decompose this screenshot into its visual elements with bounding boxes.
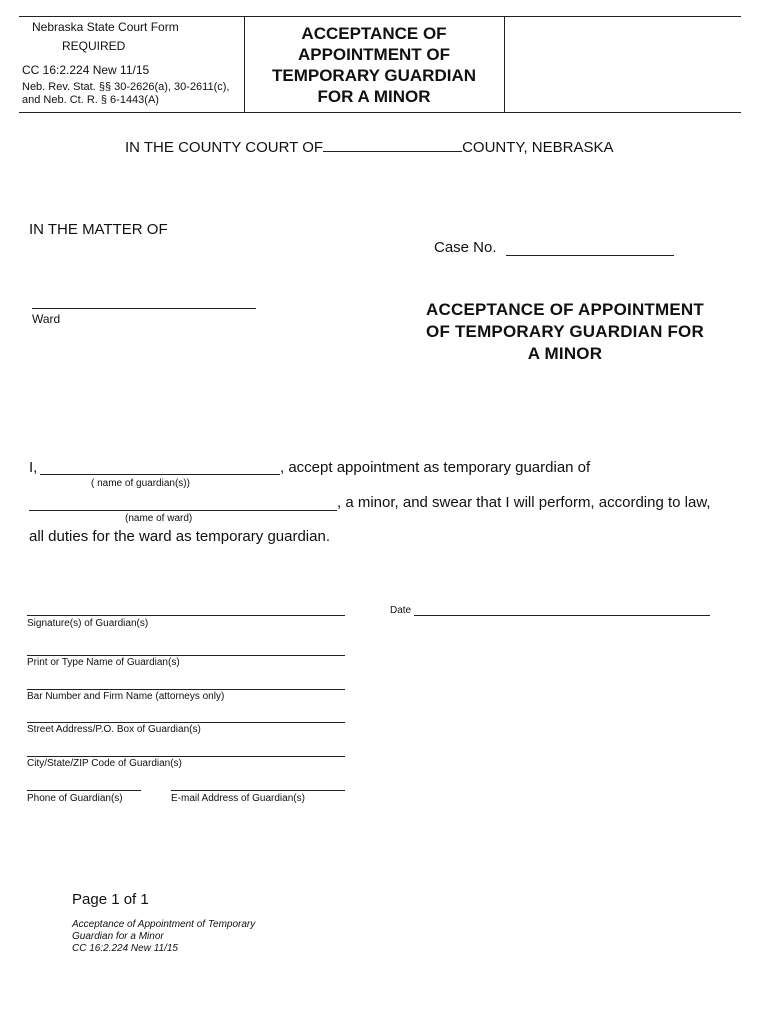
bar-number-label: Bar Number and Firm Name (attorneys only): [27, 691, 225, 702]
header-bottom-rule: [19, 112, 741, 113]
date-label: Date: [390, 605, 412, 616]
email-label: E-mail Address of Guardian(s): [171, 793, 305, 804]
phone-label: Phone of Guardian(s): [27, 793, 123, 804]
ward-name-field[interactable]: [32, 308, 256, 309]
phone-field[interactable]: [27, 790, 141, 791]
guardian-name-field[interactable]: [40, 474, 280, 475]
court-prefix: IN THE COUNTY COURT OF: [125, 139, 324, 156]
ward-name-caption: (name of ward): [125, 513, 193, 524]
email-field[interactable]: [171, 790, 345, 791]
footer-line: Guardian for a Minor: [72, 931, 164, 942]
ward-statement-field[interactable]: [29, 510, 337, 511]
signature-label: Signature(s) of Guardian(s): [27, 618, 149, 629]
document-title-line: OF TEMPORARY GUARDIAN FOR: [426, 322, 704, 341]
guardian-name-caption: ( name of guardian(s)): [91, 478, 190, 489]
header-title-line: FOR A MINOR: [317, 87, 431, 106]
print-name-field[interactable]: [27, 655, 345, 656]
header-divider-right: [504, 16, 505, 112]
print-name-label: Print or Type Name of Guardian(s): [27, 657, 180, 668]
matter-label: IN THE MATTER OF: [29, 221, 168, 238]
court-suffix: COUNTY, NEBRASKA: [462, 139, 614, 156]
form-number: CC 16:2.224 New 11/15: [22, 63, 150, 77]
signature-field[interactable]: [27, 615, 345, 616]
case-no-label: Case No.: [434, 239, 497, 256]
bar-number-field[interactable]: [27, 689, 345, 690]
court-line: [125, 137, 614, 156]
county-field[interactable]: [323, 137, 462, 152]
page-number: Page 1 of 1: [72, 891, 149, 908]
header-top-rule: [19, 16, 741, 17]
footer-caption: [72, 919, 255, 955]
header-title: [244, 23, 504, 107]
statute-line-1: Neb. Rev. Stat. §§ 30-2626(a), 30-2611(c),: [22, 81, 230, 93]
i-label: I,: [29, 459, 38, 476]
duties-text: all duties for the ward as temporary guardian.: [29, 528, 330, 545]
street-address-field[interactable]: [27, 722, 345, 723]
city-state-zip-field[interactable]: [27, 756, 345, 757]
header-title-line: APPOINTMENT OF: [297, 45, 451, 64]
accept-text: , accept appointment as temporary guardian of: [280, 459, 591, 476]
case-no-field[interactable]: [506, 255, 674, 256]
minor-text: , a minor, and swear that I will perform, according to law,: [337, 494, 711, 511]
form-line: Nebraska State Court Form: [32, 20, 179, 34]
document-title: [410, 299, 720, 365]
document-title-line: ACCEPTANCE OF APPOINTMENT: [426, 300, 704, 319]
required-label: REQUIRED: [62, 39, 126, 53]
street-address-label: Street Address/P.O. Box of Guardian(s): [27, 724, 201, 735]
header-title-line: TEMPORARY GUARDIAN: [271, 66, 476, 85]
ward-label: Ward: [32, 312, 61, 326]
footer-line: CC 16:2.224 New 11/15: [72, 943, 178, 954]
statute-line-2: and Neb. Ct. R. § 6-1443(A): [22, 94, 159, 106]
document-title-line: A MINOR: [527, 344, 603, 363]
city-state-zip-label: City/State/ZIP Code of Guardian(s): [27, 758, 182, 769]
footer-line: Acceptance of Appointment of Temporary: [72, 919, 256, 930]
header-title-line: ACCEPTANCE OF: [301, 24, 447, 43]
date-field[interactable]: [414, 615, 710, 616]
